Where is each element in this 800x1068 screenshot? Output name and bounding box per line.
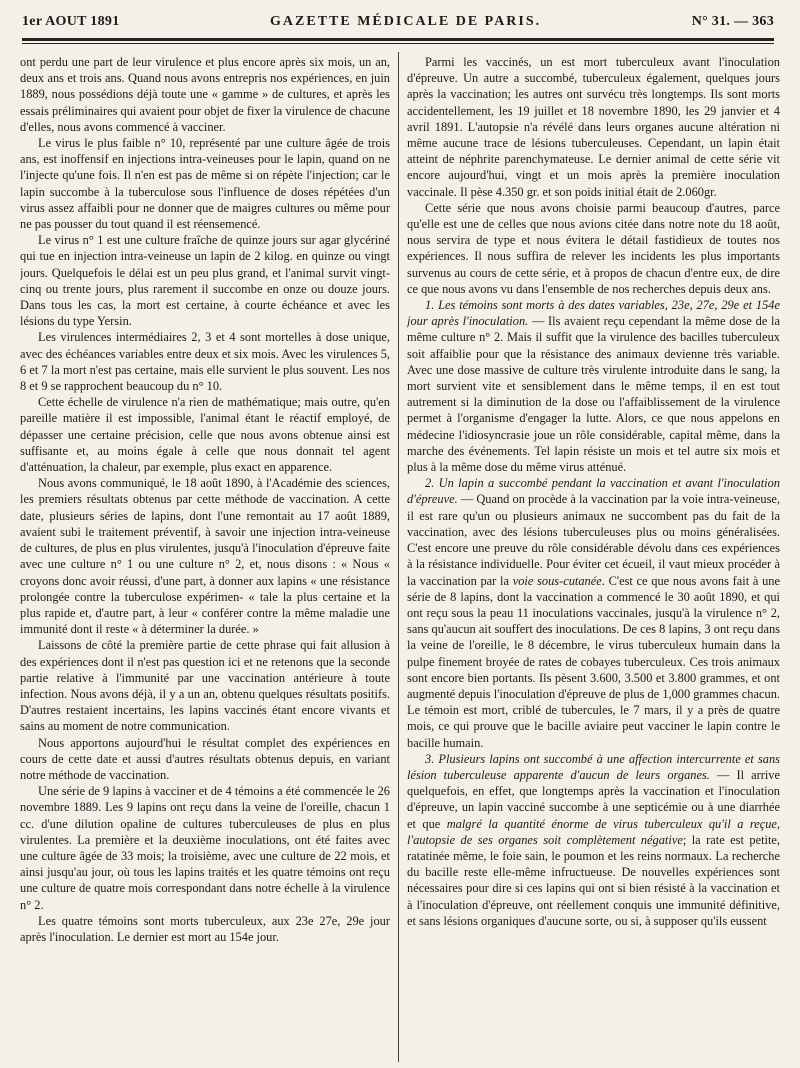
right-column: [407, 54, 780, 1060]
paragraph: Les virulences intermédiaires 2, 3 et 4 sont mortelles à dose unique, avec des échéances variables entre deux et six mois. Avec les virulences 5, 6 et 7 la mort n'est pas certaine, mais elle survient le plus souvent. Les nos 8 et 9 se rapprochent beaucoup du n° 10.: [20, 330, 390, 394]
header-title: GAZETTE MÉDICALE DE PARIS.: [270, 14, 542, 29]
numbered-item-3: [407, 751, 780, 929]
item-text: — Il arrive quelquefois, en effet, que longtemps après la vaccination et l'inoculation d'épreuve, un lapin vacciné succombe à une septicémie ou à une diarrhée et que: [407, 767, 780, 831]
column-divider: [398, 52, 399, 1062]
item-emphasis: malgré la quantité énorme de virus tuberculeux qu'il a reçue, l'autopsie de ses organes soit complètement négative: [407, 816, 780, 847]
item-text: — Ils avaient reçu cependant la même dose de la même culture n° 2. Mais il suffit que la virulence des bacilles tuberculeux soit affaiblie pour que la résistance des animaux devienne très variable. Avec une dose massive de culture très virulente introduite dans le sang, la mort survient vite et sensiblement dans le même temps, il en est tout autrement si la diminution de la dose ou l'affaiblissement de la virulence permet à l'organisme d'engager la lutte. Alors, ce que nous appelons en médecine l'idiosyncrasie joue un rôle considérable, capital même, dans la marche des événements. Tel lapin résiste un mois et tel autre six mois et plus à la même dose du même virus atténué.: [407, 314, 780, 475]
item-text: — Quand on procède à la vaccination par la voie intra-veineuse, il est rare qu'un ou plusieurs animaux ne succombent pas du fait de la vaccination, avec des lésions tuberculeuses plus ou moins généralisées. C'est encore une preuve du rôle considérable dévolu dans ces expériences à la résistance individuelle. Pour éviter cet écueil, il vaut mieux procéder à la vaccination par la: [407, 492, 780, 588]
numbered-item-2: [407, 475, 780, 750]
paragraph: Le virus n° 1 est une culture fraîche de quinze jours sur agar glycériné qui tue en injection intra-veineuse un lapin de 2 kilog. en quinze ou vingt jours. Quelquefois le délai est un peu plus grand, et l'animal survit vingt-cinq ou trente jours, plus rarement il succombe en onze ou douze jours. Dans tous les cas, la mort est certaine, à courte échéance et avec les lésions du type Yersin.: [20, 233, 390, 329]
item-heading: 1. Les témoins sont morts à des dates variables, 23e, 27e, 29e et 154e jour après l'inoculation.: [407, 298, 780, 329]
paragraph: Une série de 9 lapins à vacciner et de 4 témoins a été commencée le 26 novembre 1889. Les 9 lapins ont reçu dans la veine de l'oreille, chacun 1 cc. d'une dilution opaline de cultures tuberculeuses de plus en plus virulentes. La première et la deuxième inoculations, ont été faites avec une culture âgée de 33 mois; la troisième, avec une culture de 22 mois, et ainsi jusqu'au jour, où tous les lapins traités et les quatre témoins ont reçu une culture de quatre mois correspondant dans notre échelle à la virulence n° 2.: [20, 784, 390, 912]
paragraph: ont perdu une part de leur virulence et plus encore après six mois, un an, deux ans et trois ans. Quand nous avons entrepris nos expériences, en juin 1889, nous possédions déjà toute une « gamme » de cultures, et après les essais préliminaires qui avaient pour objet de fixer la virulence de chacune d'elles, nous avons commencé à vacciner.: [20, 55, 390, 134]
running-header: [22, 14, 774, 36]
paragraph: Le virus le plus faible n° 10, représenté par une culture âgée de trois ans, est inoffensif en injections intra-veineuses pour le lapin, quand on ne l'injecte qu'une fois. Il n'en est pas de même si on répète l'injection; car le lapin succombe à la tuberculose sous l'influence de doses répétées d'un virus assez affaibli pour ne donner que de maigres cultures ou même pour ne pas pousser du tout quand il est réensemencé.: [20, 136, 390, 232]
numbered-item-1: [407, 297, 780, 475]
item-emphasis: voie sous-cutanée: [512, 573, 602, 588]
paragraph: Laissons de côté la première partie de cette phrase qui fait allusion à des expériences dont il n'est pas question ici et ne retenons que la seconde partie relative à l'immunité par une vaccination antérieure à toute infection. Nous avons déjà, il y a un an, obtenu quelques résultats positifs. D'autres restaient incertains, les lapins vaccinés étant encore vivants et sains au moment de notre communication.: [20, 638, 390, 734]
header-rule-thick: [22, 38, 774, 41]
item-text: ; la rate est petite, ratatinée même, le foie sain, le poumon et les reins normaux. La recherche du bacille reste elle-même infructueuse. De nouvelles expériences sont nécessaires pour dire si ces lapins qui ont si bien résisté à la vaccination et à l'inoculation d'épreuve, ont réellement conquis une immunité définitive, et sans lésions organiques d'aucune sorte, ou si, à supposer qu'ils eussent: [407, 832, 780, 928]
header-page-number: N° 31. — 363: [691, 14, 774, 29]
paragraph: Nous avons communiqué, le 18 août 1890, à l'Académie des sciences, les premiers résultats obtenus par cette méthode de vaccination. A cette date, plusieurs séries de lapins, dont l'une remontait au 17 août 1889, avaient subi le traitement préventif, à savoir une injection intra-veineuse de cultures, de plus en plus virulentes, jusqu'à l'inoculation d'épreuve faite avec une culture n° 1 ou une culture n° 2, et, nous disons : « Nous « croyons donc avoir réussi, d'une part, à donner aux lapins « une résistance prolongée contre la tuberculose expérimen- « tale la plus certaine et la plus rapide et, d'autre part, à leur « conférer contre la même maladie une immunité dont il reste « à déterminer la durée. »: [20, 476, 390, 637]
paragraph: Nous apportons aujourd'hui le résultat complet des expériences en cours de cette date et aussi d'autres résultats obtenus depuis, en variant notre méthode de vaccination.: [20, 735, 390, 782]
header-rule-thin: [22, 43, 774, 44]
paragraph: Cette série que nous avons choisie parmi beaucoup d'autres, parce qu'elle est une de celles que nous avions citée dans notre note du 18 août, nous servira de type et nous évitera le détail fastidieux de toutes nos expériences. Il nous suffira de relever les incidents les plus importants survenus au cours de cette série, et à propos de chacun d'entre eux, de dire ce que nous avons vu dans l'ensemble de nos recherches depuis deux ans.: [407, 200, 780, 296]
left-column: [20, 54, 390, 1060]
paragraph: Parmi les vaccinés, un est mort tuberculeux avant l'inoculation d'épreuve. Un autre a succombé, tuberculeux également, quelques jours après la vaccination; les autres ont survécu très longtemps. Ils sont morts accidentellement, les 19 juillet et 18 novembre 1890, les 29 janvier et 4 avril 1891. L'autopsie n'a révélé dans leurs organes aucune altération ni même aucune trace de lésions tuberculeuses. Cependant, un lapin était atteint de néphrite parenchymateuse. Le dernier animal de cette série vit encore aujourd'hui, vingt et un mois après la première inoculation vaccinale. Il pèse 4.350 gr. et son poids initial était de 2.060gr.: [407, 55, 780, 199]
item-heading: 3. Plusieurs lapins ont succombé à une affection intercurrente et sans lésion tuberculeuse apparente d'aucun de leurs organes.: [407, 751, 780, 782]
header-date: 1er AOUT 1891: [22, 14, 120, 29]
item-text: . C'est ce que nous avons fait à une série de 8 lapins, dont la vaccination a commencé le 30 août 1890, et qui ont reçu sous la peau 11 inoculations vaccinales, jusqu'à la virulence n° 2, sans qu'aucun ait souffert des inoculations. De ces 8 lapins, 3 ont reçu dans la veine de l'oreille, le 8 décembre, le virus tuberculeux humain dans la pulpe finement broyée de rates de cobayes tuberculeux. Ces trois animaux sont encore bien portants. Ils pèsent 3.600, 3.500 et 3.800 grammes, et ont augmenté depuis l'inoculation d'épreuve de plus de 1,000 grammes chacun. Le témoin est mort, criblé de tubercules, le 7 mars, il y a près de quatre mois, ce qui prouve que le bacille aviaire peut vacciner le lapin contre le bacille humain.: [407, 573, 780, 750]
paragraph: Cette échelle de virulence n'a rien de mathématique; mais outre, qu'en pareille matière il est impossible, l'animal étant le réactif employé, de dépasser une certaine précision, celle que nous avons obtenue ainsi est suffisante et, au moins égale à celle que nous donnait tel agent d'atténuation, la chaleur, par exemple, plus exact en apparence.: [20, 395, 390, 475]
paragraph: Les quatre témoins sont morts tuberculeux, aux 23e 27e, 29e jour après l'inoculation. Le dernier est mort au 154e jour.: [20, 913, 390, 944]
item-heading: 2. Un lapin a succombé pendant la vaccination et avant l'inoculation d'épreuve.: [407, 476, 780, 507]
